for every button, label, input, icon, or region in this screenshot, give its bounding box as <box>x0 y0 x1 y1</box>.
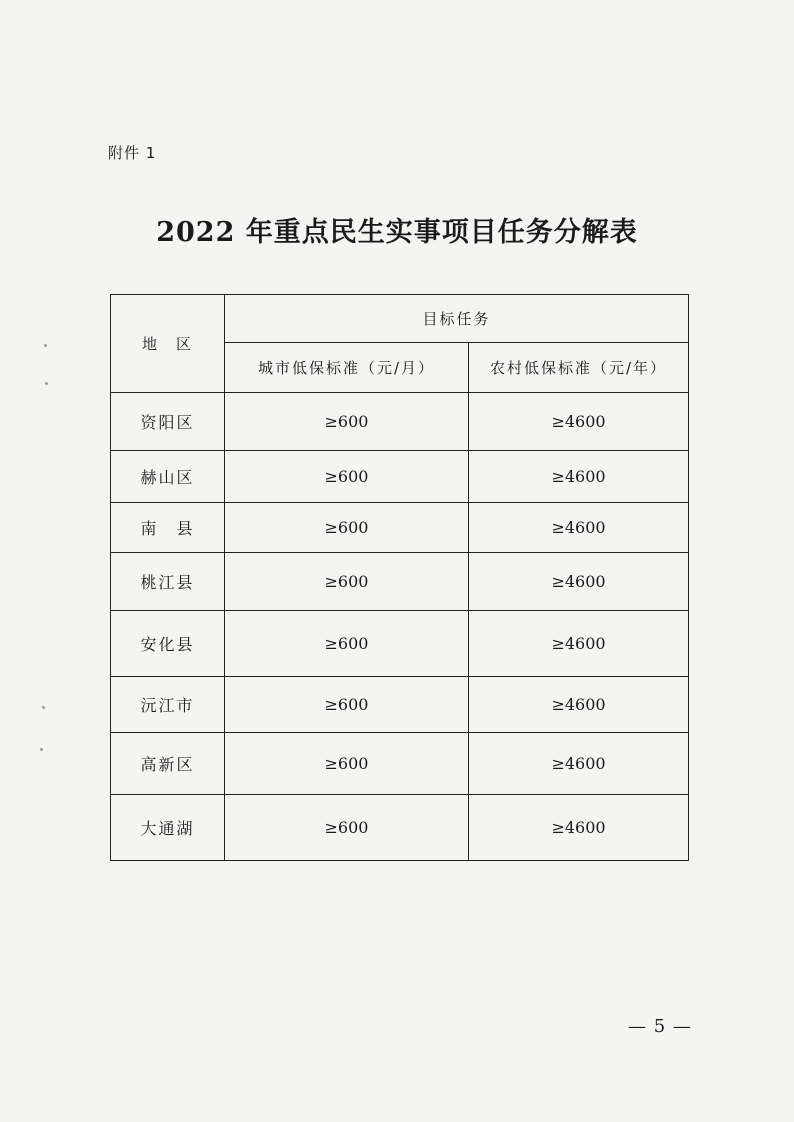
region-cell: 大通湖 <box>111 795 225 861</box>
urban-standard-cell: ≥600 <box>225 733 469 795</box>
urban-standard-cell: ≥600 <box>225 503 469 553</box>
region-header: 地 区 <box>111 295 225 393</box>
rural-standard-cell: ≥4600 <box>469 611 689 677</box>
table-row <box>111 677 689 733</box>
region-cell: 沅江市 <box>111 677 225 733</box>
table-row <box>111 795 689 861</box>
rural-standard-cell: ≥4600 <box>469 503 689 553</box>
urban-standard-cell: ≥600 <box>225 677 469 733</box>
urban-standard-cell: ≥600 <box>225 451 469 503</box>
table-row <box>111 451 689 503</box>
urban-standard-cell: ≥600 <box>225 611 469 677</box>
urban-standard-cell: ≥600 <box>225 795 469 861</box>
scan-speck <box>45 382 48 385</box>
urban-standard-cell: ≥600 <box>225 393 469 451</box>
region-cell: 安化县 <box>111 611 225 677</box>
rural-standard-cell: ≥4600 <box>469 795 689 861</box>
rural-standard-cell: ≥4600 <box>469 553 689 611</box>
region-cell: 南 县 <box>111 503 225 553</box>
rural-standard-cell: ≥4600 <box>469 393 689 451</box>
table-row <box>111 611 689 677</box>
document-title: 2022 年重点民生实事项目任务分解表 <box>156 217 638 248</box>
region-cell: 桃江县 <box>111 553 225 611</box>
scan-speck <box>44 344 47 347</box>
page-number: — 5 — <box>628 1016 692 1037</box>
region-cell: 高新区 <box>111 733 225 795</box>
rural-standard-cell: ≥4600 <box>469 677 689 733</box>
scan-speck <box>40 748 43 751</box>
scan-speck <box>42 706 45 709</box>
table-row <box>111 393 689 451</box>
attachment-label: 附件 1 <box>108 144 157 162</box>
table-row <box>111 503 689 553</box>
rural-standard-cell: ≥4600 <box>469 451 689 503</box>
target-task-header: 目标任务 <box>225 295 689 343</box>
urban-standard-header: 城市低保标准（元/月） <box>225 343 469 393</box>
table-row <box>111 553 689 611</box>
task-breakdown-table <box>110 294 689 861</box>
region-cell: 赫山区 <box>111 451 225 503</box>
rural-standard-header: 农村低保标准（元/年） <box>469 343 689 393</box>
region-cell: 资阳区 <box>111 393 225 451</box>
table-row <box>111 733 689 795</box>
urban-standard-cell: ≥600 <box>225 553 469 611</box>
rural-standard-cell: ≥4600 <box>469 733 689 795</box>
